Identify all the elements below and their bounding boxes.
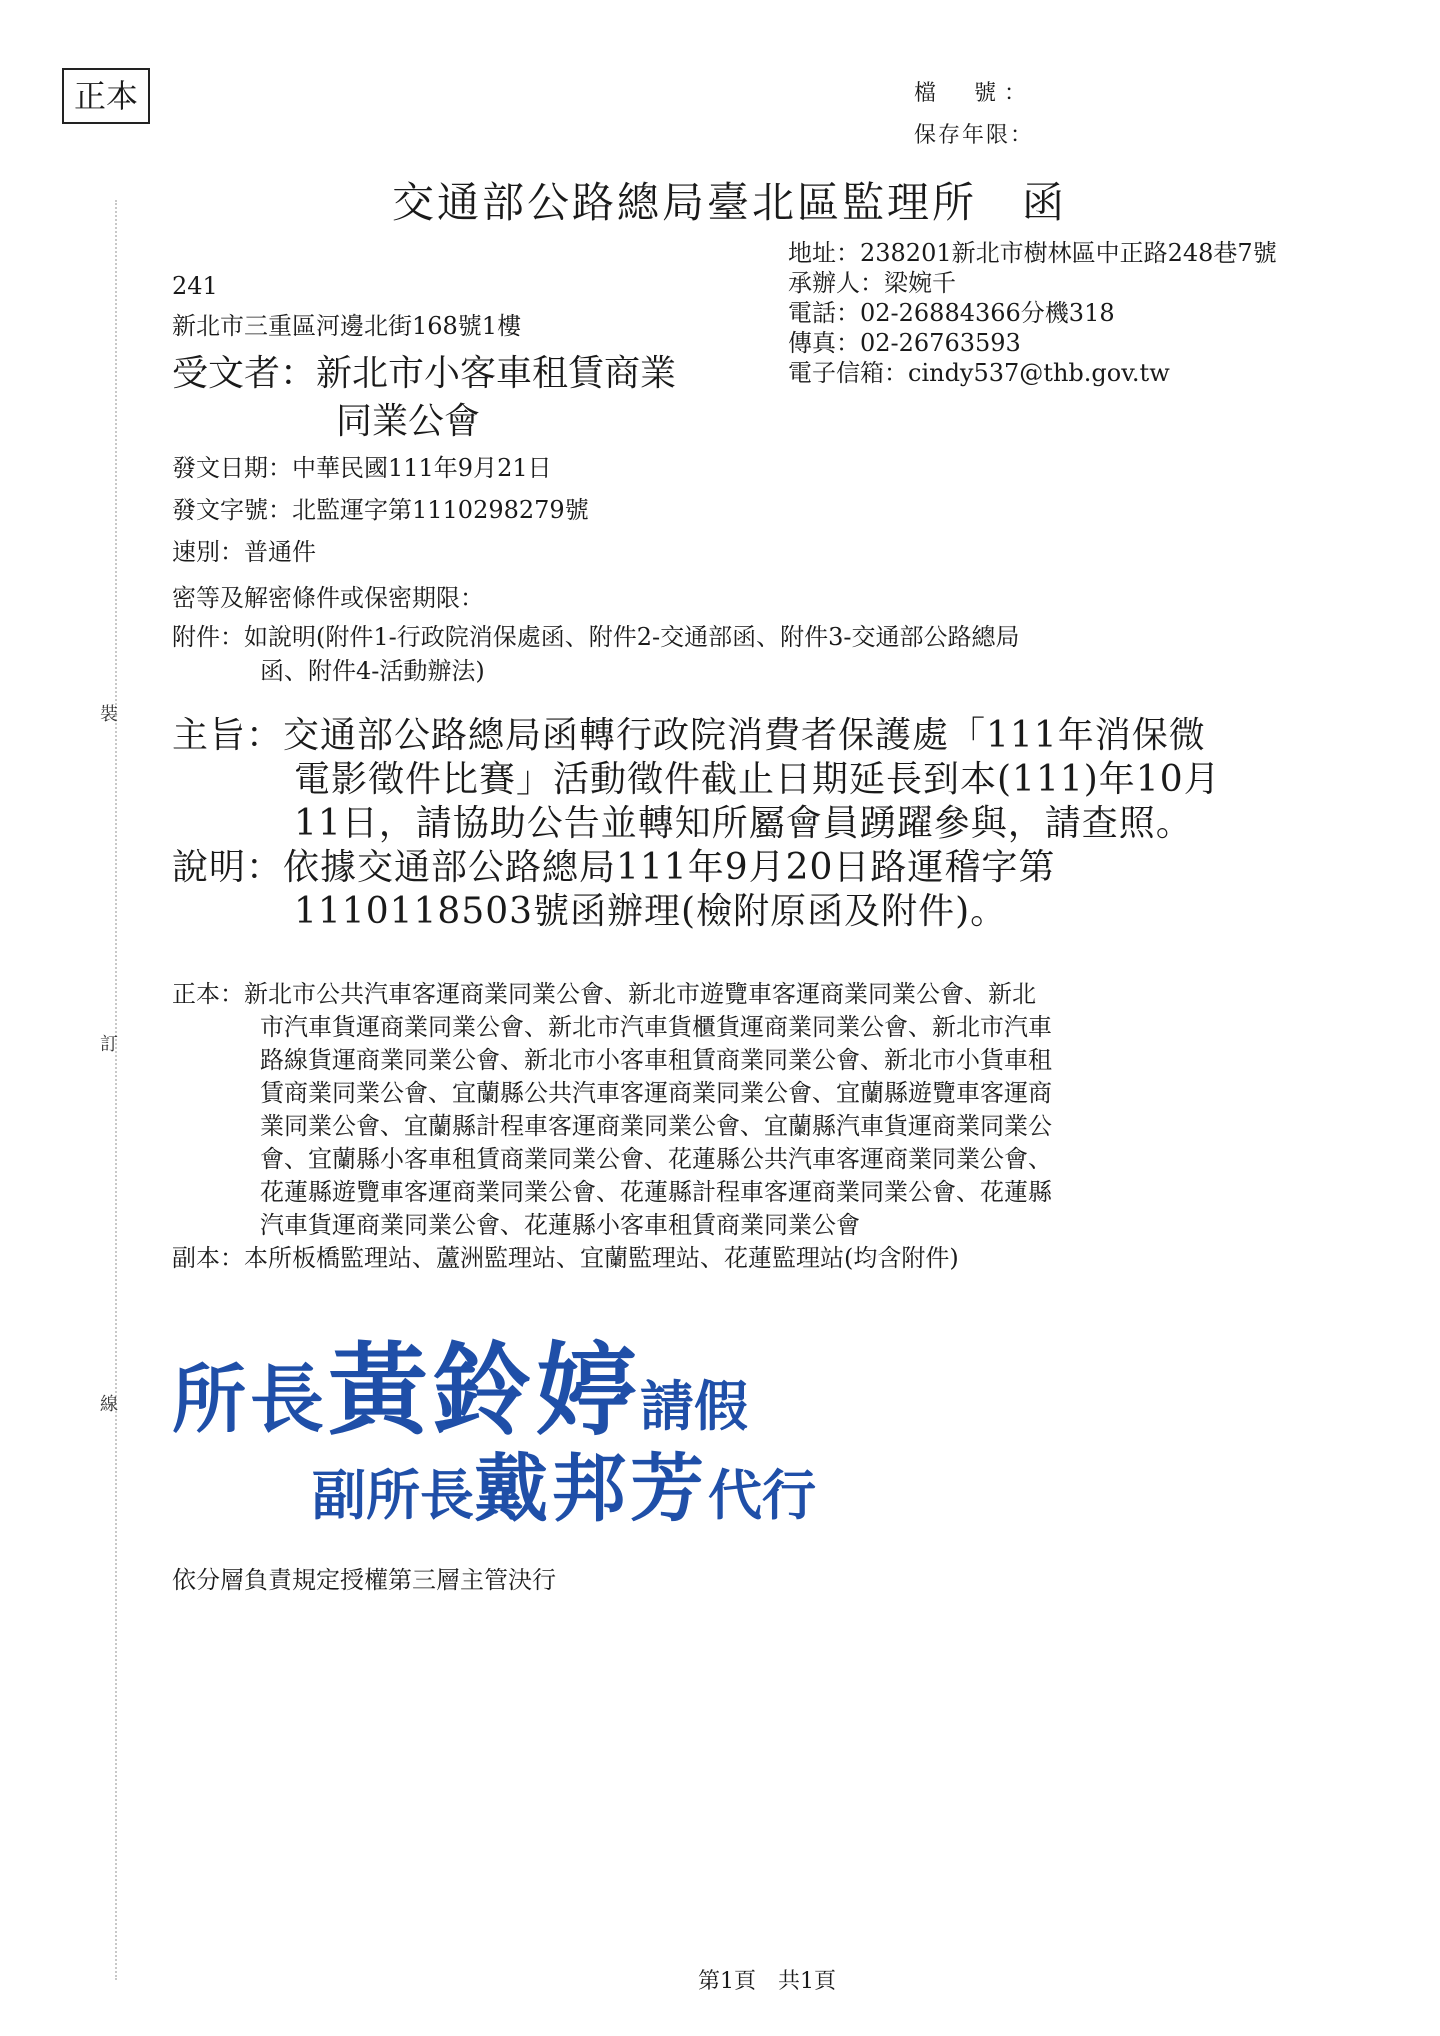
copy-recipients: 副本：本所板橋監理站、蘆洲監理站、宜蘭監理站、花蓮監理站(均含附件) [172, 1244, 959, 1272]
attachments [172, 620, 1020, 688]
director-name: 黃鈴婷 [328, 1332, 640, 1449]
sender-info [788, 238, 1277, 388]
sender-fax: 傳真：02-26763593 [788, 329, 1021, 357]
sender-address: 地址：238201新北市樹林區中正路248巷7號 [788, 239, 1277, 267]
issue-date: 發文日期：中華民國111年9月21日 [172, 454, 552, 482]
recipient [172, 350, 676, 446]
subject-line-1: 主旨：交通部公路總局函轉行政院消費者保護處「111年消保微 [172, 715, 1206, 756]
original-recipients-line-6: 會、宜蘭縣小客車租賃商業同業公會、花蓮縣公共汽車客運商業同業公會、 [260, 1145, 1052, 1173]
secrecy-level: 密等及解密條件或保密期限： [172, 584, 484, 612]
speed-class: 速別：普通件 [172, 538, 316, 566]
recipient-address: 新北市三重區河邊北街168號1樓 [172, 312, 522, 340]
binding-mark-ding: 訂 [100, 1034, 118, 1055]
binding-margin-line [115, 200, 117, 1980]
deputy-note: 代行 [708, 1464, 816, 1527]
original-recipients-line-7: 花蓮縣遊覽車客運商業同業公會、花蓮縣計程車客運商業同業公會、花蓮縣 [260, 1178, 1052, 1206]
attachments-line-2: 函、附件4-活動辦法) [260, 657, 485, 685]
original-recipients-line-1: 正本：新北市公共汽車客運商業同業公會、新北市遊覽車客運商業同業公會、新北 [172, 980, 1036, 1008]
director-title: 所長 [172, 1357, 328, 1443]
page-number: 第1頁 共1頁 [698, 1969, 836, 1994]
director-note: 請假 [640, 1375, 748, 1438]
sender-email: 電子信箱：cindy537@thb.gov.tw [788, 359, 1170, 387]
original-recipients-line-8: 汽車貨運商業同業公會、花蓮縣小客車租賃商業同業公會 [260, 1211, 860, 1239]
body-section [172, 714, 1221, 934]
sender-phone: 電話：02-26884366分機318 [788, 299, 1115, 327]
recipient-postal-code: 241 [172, 272, 218, 300]
retention-period-label: 保存年限： [914, 123, 1035, 148]
recipient-line-1: 受文者：新北市小客車租賃商業 [172, 353, 677, 394]
explanation-line-1: 說明：依據交通部公路總局111年9月20日路運稽字第 [172, 847, 1056, 888]
binding-mark-zhuang: 裝 [100, 704, 118, 725]
document-title: 交通部公路總局臺北區監理所 函 [392, 178, 1068, 227]
original-recipients-line-3: 路線貨運商業同業公會、新北市小客車租賃商業同業公會、新北市小貨車租 [260, 1046, 1052, 1074]
recipient-line-2: 同業公會 [336, 401, 481, 442]
original-recipients-line-5: 業同業公會、宜蘭縣計程車客運商業同業公會、宜蘭縣汽車貨運商業同業公 [260, 1112, 1052, 1140]
distribution-list [172, 978, 1052, 1275]
sender-handler: 承辦人：梁婉千 [788, 269, 956, 297]
original-recipients-line-4: 賃商業同業公會、宜蘭縣公共汽車客運商業同業公會、宜蘭縣遊覽車客運商 [260, 1079, 1052, 1107]
binding-mark-xian: 線 [100, 1394, 118, 1415]
deputy-title: 副所長 [312, 1464, 474, 1527]
document-number: 發文字號：北監運字第1110298279號 [172, 496, 589, 524]
original-recipients-line-2: 市汽車貨運商業同業公會、新北市汽車貨櫃貨運商業同業公會、新北市汽車 [260, 1013, 1052, 1041]
attachments-line-1: 附件：如說明(附件1-行政院消保處函、附件2-交通部函、附件3-交通部公路總局 [172, 623, 1020, 651]
original-copy-stamp: 正本 [62, 68, 150, 124]
signature-line-deputy [312, 1430, 816, 1536]
explanation-line-2: 1110118503號函辦理(檢附原函及附件)。 [294, 891, 1008, 932]
authority-note: 依分層負責規定授權第三層主管決行 [172, 1566, 556, 1594]
file-number-label: 檔 號： [914, 81, 1035, 106]
subject-line-2: 電影徵件比賽」活動徵件截止日期延長到本(111)年10月 [294, 759, 1221, 800]
subject-line-3: 11日，請協助公告並轉知所屬會員踴躍參與，請查照。 [294, 803, 1193, 844]
deputy-name: 戴邦芳 [474, 1446, 708, 1532]
